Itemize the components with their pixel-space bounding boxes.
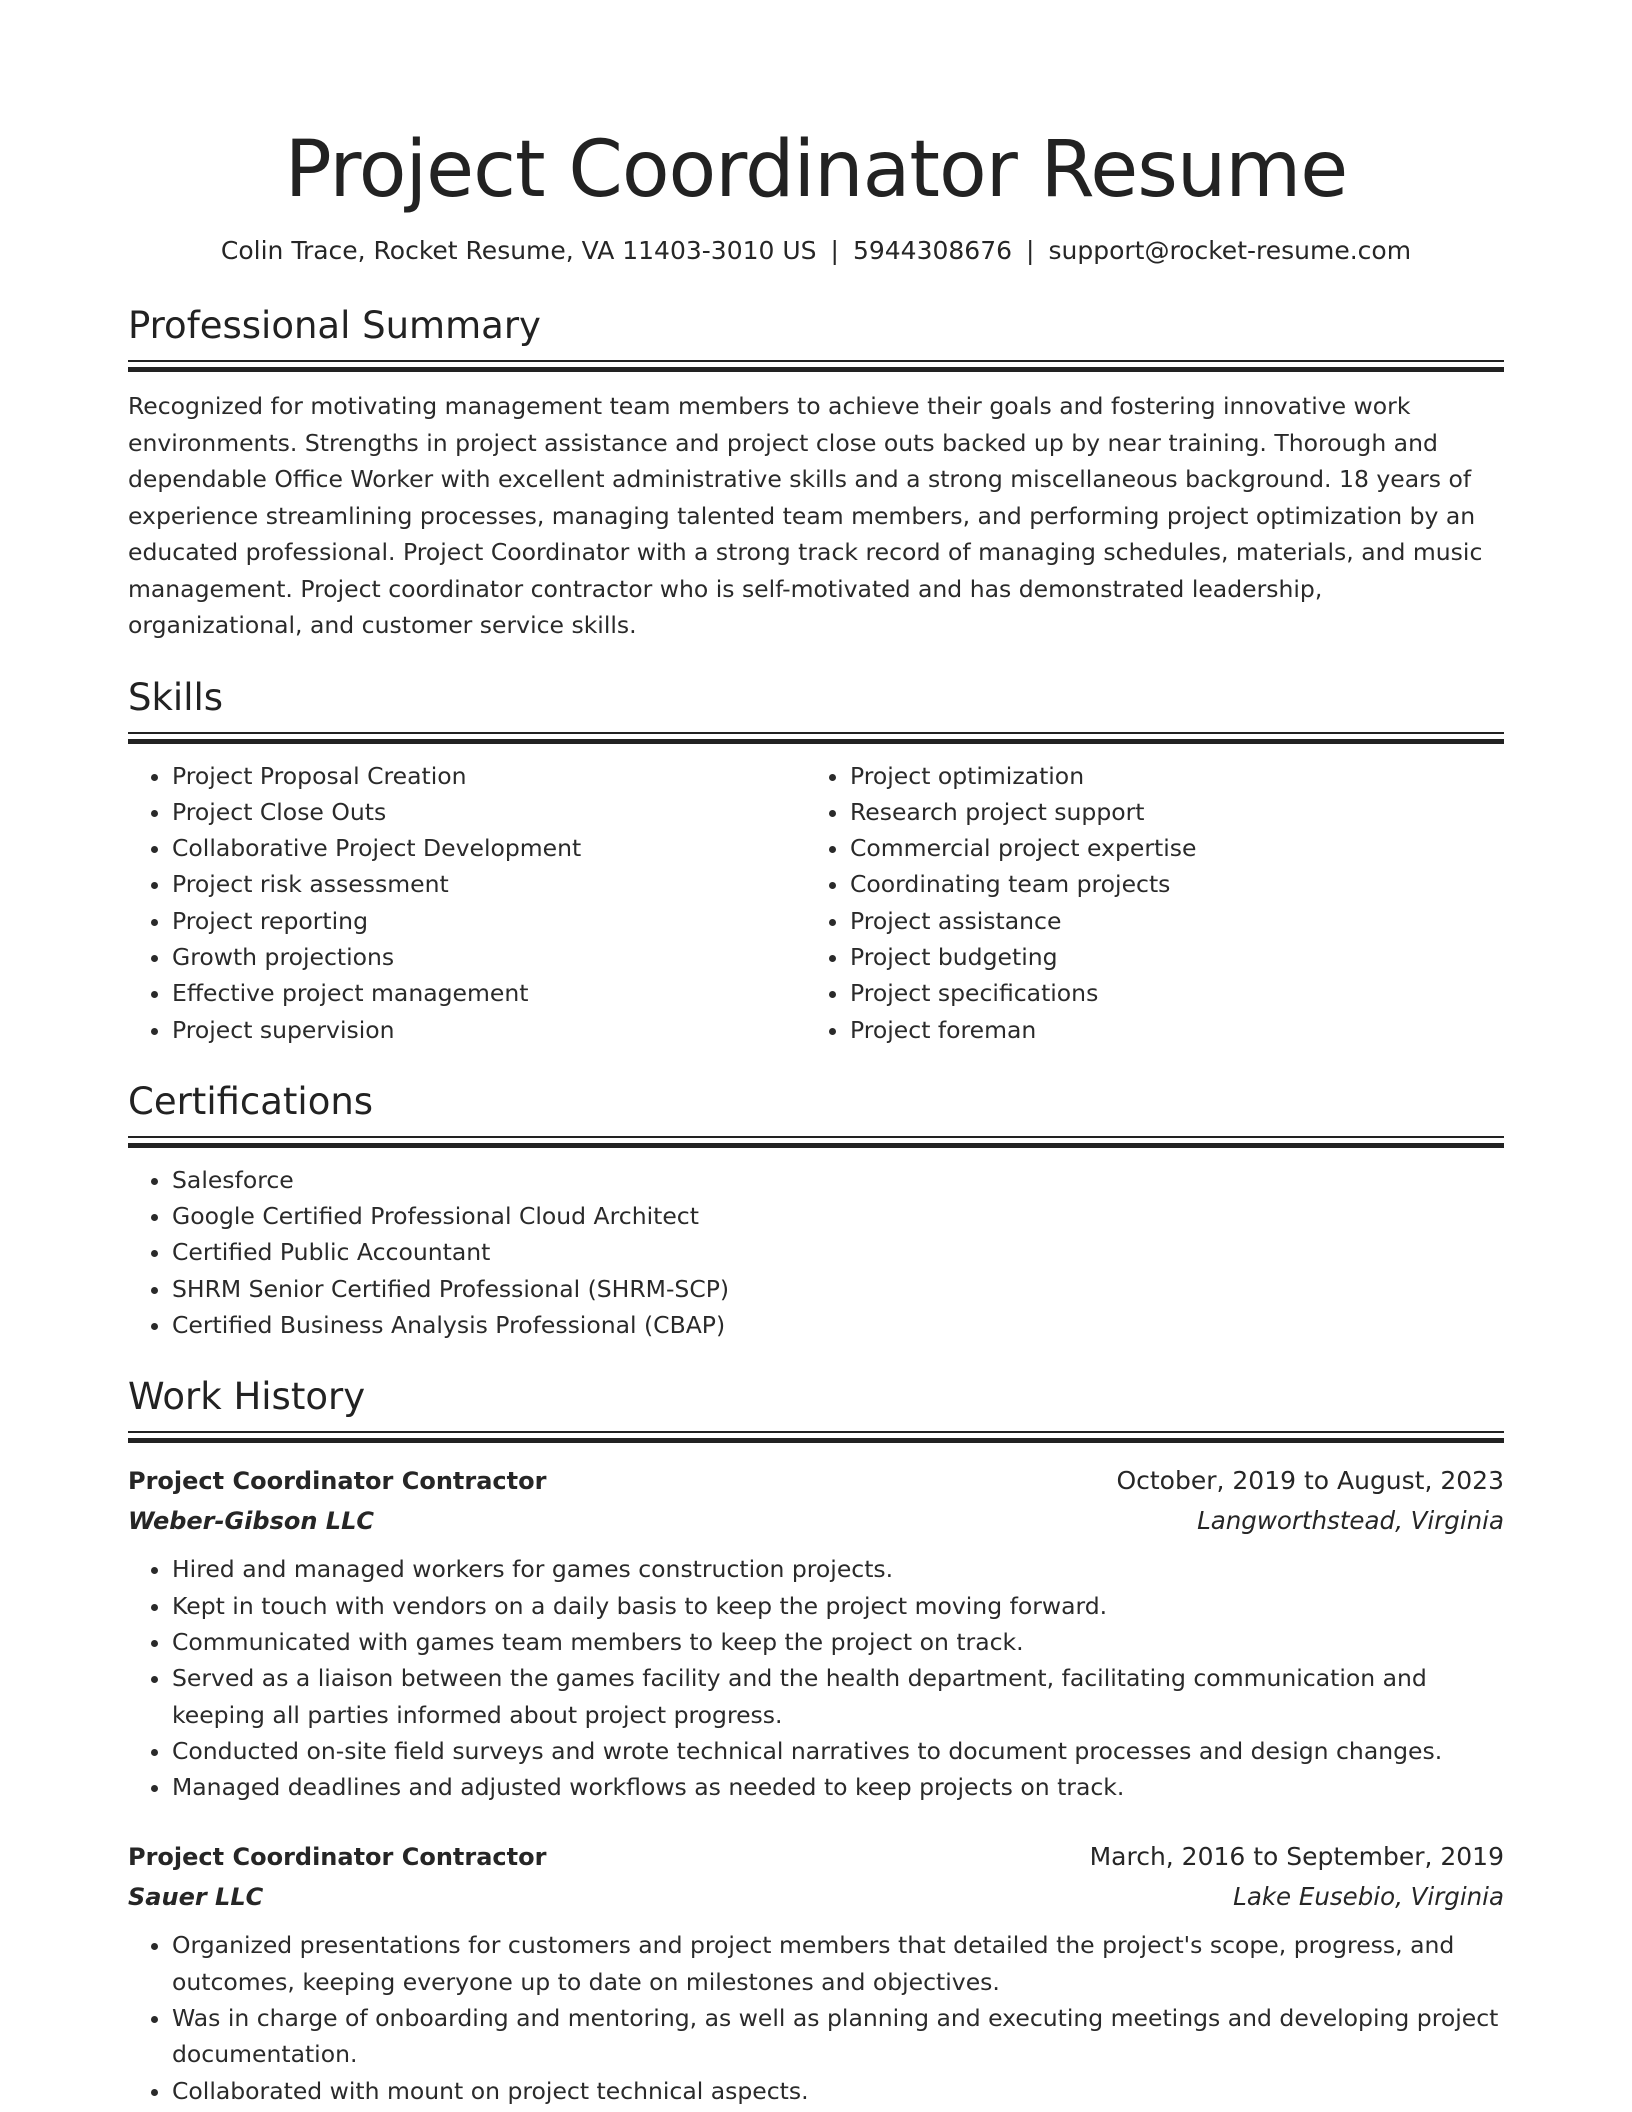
- contact-separator: |: [1026, 236, 1035, 265]
- job-header-row: [128, 1837, 1504, 1877]
- certification-item: • Certified Business Analysis Professional (CBAP): [172, 1307, 1504, 1343]
- job-duty-item: • Communicated with games team members to keep the project on track.: [172, 1624, 1504, 1660]
- job-company: Sauer LLC: [128, 1883, 264, 1912]
- contact-email: support@rocket-resume.com: [1048, 236, 1412, 265]
- certifications-list: [128, 1162, 1504, 1343]
- page-title: Project Coordinator Resume: [284, 125, 1348, 215]
- skill-item: • Project reporting: [172, 903, 806, 939]
- job-title: Project Coordinator Contractor: [128, 1843, 547, 1872]
- skills-column-left: [128, 758, 806, 1048]
- skill-item: • Coordinating team projects: [850, 866, 1484, 902]
- section-heading-skills: Skills: [128, 675, 224, 719]
- skill-item: • Project Close Outs: [172, 794, 806, 830]
- job-duty-item: • Kept in touch with vendors on a daily basis to keep the project moving forward.: [172, 1588, 1504, 1624]
- skill-item: • Project optimization: [850, 758, 1484, 794]
- contact-address: Colin Trace, Rocket Resume, VA 11403-3010 US: [220, 236, 817, 265]
- summary-text: Recognized for motivating management team members to achieve their goals and fostering innovative work environments. Strengths in project assistance and project close outs backed up by near training. Thorough and dependable Office Worker with excellent administrative skills and a strong miscellaneous background. 18 years of experience streamlining processes, managing talented team members, and performing project optimization by an educated professional. Project Coordinator with a strong track record of managing schedules, materials, and music management. Project coordinator contractor who is self-motivated and has demonstrated leadership, organizational, and customer service skills.: [128, 392, 1483, 639]
- job-duty-item: • Organized presentations for customers and project members that detailed the project's scope, progress, and outcomes, keeping everyone up to date on milestones and objectives.: [172, 1927, 1504, 2000]
- skill-item: • Project specifications: [850, 975, 1484, 1011]
- section-divider: [128, 1136, 1504, 1148]
- job-title: Project Coordinator Contractor: [128, 1467, 547, 1496]
- job-location: Langworthstead, Virginia: [1197, 1506, 1504, 1536]
- skill-item: • Growth projections: [172, 939, 806, 975]
- job-subheader-row: [128, 1877, 1504, 1917]
- job-duties-list: [128, 1927, 1504, 2108]
- contact-separator: |: [830, 236, 839, 265]
- certification-item: • SHRM Senior Certified Professional (SHRM-SCP): [172, 1271, 1504, 1307]
- certifications-section: [128, 1078, 1504, 1343]
- skills-columns: [128, 758, 1504, 1048]
- job-duties-list: [128, 1551, 1504, 1805]
- job-duty-item: • Served as a liaison between the games facility and the health department, facilitating communication and keeping all parties informed about project progress.: [172, 1660, 1504, 1733]
- section-heading-work-history: Work History: [128, 1375, 366, 1419]
- skills-list-right: [806, 758, 1484, 1048]
- job-duty-item: • Was in charge of onboarding and mentoring, as well as planning and executing meetings and developing project documentation.: [172, 2000, 1504, 2073]
- job-dates: October, 2019 to August, 2023: [1116, 1466, 1504, 1496]
- professional-summary-section: [128, 302, 1504, 644]
- skill-item: • Effective project management: [172, 975, 806, 1011]
- job-duty-item: • Managed deadlines and adjusted workflows as needed to keep projects on track.: [172, 1769, 1504, 1805]
- certification-item: • Salesforce: [172, 1162, 1504, 1198]
- certification-item: • Certified Public Accountant: [172, 1234, 1504, 1270]
- resume-page: [128, 0, 1504, 2109]
- contact-line: [128, 234, 1504, 268]
- job-dates: March, 2016 to September, 2019: [1089, 1842, 1504, 1872]
- skills-column-right: [806, 758, 1484, 1048]
- skills-list-left: [128, 758, 806, 1048]
- section-heading-certifications: Certifications: [128, 1079, 374, 1123]
- job-duty-item: • Hired and managed workers for games construction projects.: [172, 1551, 1504, 1587]
- job-subheader-row: [128, 1501, 1504, 1541]
- job-header-row: [128, 1461, 1504, 1501]
- skill-item: • Commercial project expertise: [850, 830, 1484, 866]
- section-divider: [128, 360, 1504, 372]
- job-duty-item: • Conducted on-site field surveys and wrote technical narratives to document processes and design changes.: [172, 1733, 1504, 1769]
- certification-item: • Google Certified Professional Cloud Architect: [172, 1198, 1504, 1234]
- section-divider: [128, 732, 1504, 744]
- job-entry: [128, 1837, 1504, 2108]
- skill-item: • Collaborative Project Development: [172, 830, 806, 866]
- job-company: Weber-Gibson LLC: [128, 1507, 374, 1536]
- skill-item: • Project foreman: [850, 1012, 1484, 1048]
- work-history-section: [128, 1373, 1504, 2109]
- job-duty-item: • Collaborated with mount on project technical aspects.: [172, 2073, 1504, 2109]
- skill-item: • Project Proposal Creation: [172, 758, 806, 794]
- job-entry: [128, 1461, 1504, 1805]
- contact-phone: 5944308676: [852, 236, 1013, 265]
- section-divider: [128, 1431, 1504, 1443]
- job-location: Lake Eusebio, Virginia: [1233, 1882, 1504, 1912]
- skill-item: • Project supervision: [172, 1012, 806, 1048]
- skill-item: • Project risk assessment: [172, 866, 806, 902]
- skill-item: • Research project support: [850, 794, 1484, 830]
- skills-section: [128, 674, 1504, 1048]
- skill-item: • Project assistance: [850, 903, 1484, 939]
- skill-item: • Project budgeting: [850, 939, 1484, 975]
- section-heading-summary: Professional Summary: [128, 304, 541, 347]
